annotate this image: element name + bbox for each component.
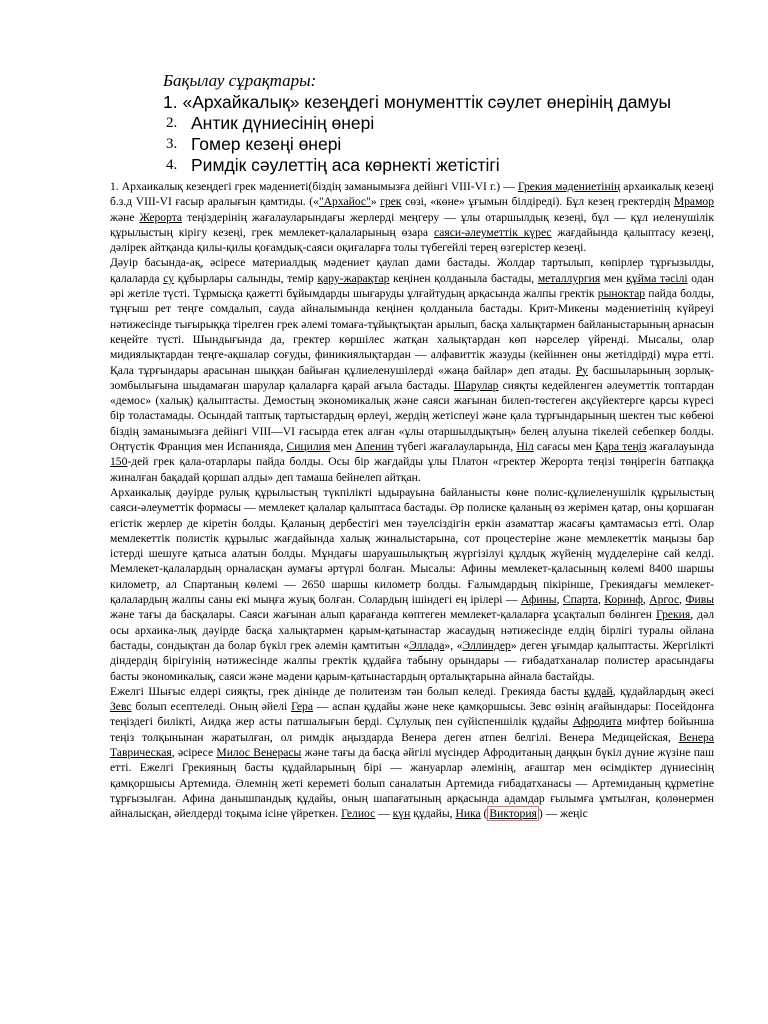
question-text: Гомер кезеңі өнері [191,134,342,154]
wiki-link[interactable]: күн [392,807,411,821]
question-text: Римдік сәулеттің аса көрнекті жетістігі [191,155,500,175]
text-run: жағалауында [646,440,715,454]
questions-title: Бақылау сұрақтары: [163,71,317,90]
wiki-link[interactable]: қару-жарақтар [317,271,390,285]
wiki-link[interactable]: Виктория [489,807,537,821]
wiki-link[interactable]: су [163,271,175,285]
question-number: 2. [166,115,178,131]
text-run: Дәуір басында-ақ, әсіресе материалдық мәдениет қаулап дами бастады. Жолдар тартылып, көпірлер тұрғызылды, қалаларда [110,256,714,285]
wiki-link[interactable]: Фивы [685,593,715,607]
question-1-text: «Архайкалық» кезеңдегі монументтік сәулет өнерінің дамуы [182,92,672,112]
text-run: басшыларының зорлық-зомбылығына шыдамаған шарулар қалаларға қарай ағыла бастады. [110,363,714,392]
wiki-link[interactable]: саяси-әлеуметтік күрес [433,225,552,239]
wiki-link[interactable]: Ру [575,363,589,377]
questions-list [110,113,714,176]
text-run: кеңінен қолданыла бастады, [389,271,538,285]
text-run: сияқты кедейленген әлеуметтік топтардан «демос» (халық) қалыптасты. Демостың экономикалық және саяси жағынан билеп-төстеген ақсүйектерге қарсы күресі бір толастамады. Осындай таптық тартыстардың өрлеуі, жердің жетіспеуі және қала тұрғындарының шектен тыс көбеюі біздің заманымызға дейінгі VIII—VI ғасырда етек алған «ұлы отаршылдықтың» белең алуына тікелей себепкер болды. Оңтүстік Франция мен Испанияда, [110,378,714,454]
text-run: 1. Архаикалық кезеңдегі грек мәдениеті(біздің заманымызға дейінгі VIII-VI г.) — [110,180,518,193]
wiki-link[interactable]: Эллиндер [462,638,511,652]
text-run: мен [600,271,627,285]
wiki-link[interactable]: Қара теңіз [595,440,647,454]
wiki-link[interactable]: Грекия мәдениетінің [517,180,621,193]
wiki-link[interactable]: Шарулар [453,378,499,392]
text-run: теңіздерінің жағалауларындағы жерлерді меңгеру — ұлы отаршылдық кезеңі, бұл — құл иеленушілік құрылыстың кірігу кезеңі, грек мемлекет-қалаларының өзара [110,210,714,239]
question-1 [110,92,714,113]
paragraph-city-states [110,485,714,684]
wiki-link[interactable]: Милос Венерасы [216,745,302,759]
wiki-link[interactable]: құйма тәсілі [626,271,688,285]
text-run: », « [444,638,463,652]
question-1-number: 1. [163,92,178,112]
wiki-link[interactable]: Мрамор [673,195,714,209]
wiki-link[interactable]: Гелиос [341,807,376,821]
wiki-link[interactable]: Грекия [656,608,691,622]
wiki-link[interactable]: Ника [455,807,481,821]
wiki-link[interactable]: грек [380,195,402,209]
text-run: құдайы, [410,807,456,821]
text-run: мифтер бойынша теңіз толқынынан жаратылған, ол римдік аңыздарда Венера деген атпен белгілі. Венера Медицейская, [110,715,714,744]
question-item [110,155,714,176]
text-run: сағасы мен [533,440,596,454]
text-run: , [679,593,686,607]
wiki-link[interactable]: Сицилия [286,440,331,454]
question-number: 3. [166,136,178,152]
wiki-link[interactable]: рыноктар [597,287,646,301]
paragraph-greek-gods [110,684,714,822]
wiki-link[interactable]: металлургия [537,271,601,285]
text-run: , құдайлардың әкесі [612,684,714,698]
wiki-link[interactable]: құдай [583,684,613,698]
paragraph-material-culture [110,255,714,484]
text-run: , әсіресе [171,745,217,759]
text-run: жағдайында қалыптасу кезеңі, дәлірек айтқанда қилы-қилы қоғамдық-саяси оқиғаларға толы түбегейлі терең өзгерістер кезеңі. [110,225,714,255]
document-page [110,70,714,821]
text-run: және [110,210,140,224]
text-run: — [375,807,393,821]
text-run: және тағы да басқа әйгілі мүсіндер Афродитаның даңқын бүкіл дүние жүзіне паш етті. Ежелгі Грекияның басты құдайларының бірі — жануарлар әлемінің, ағаштар мен өсімдіктер дүниесінің қамқоршысы Артемида. Әлемнің жеті кереметі болып саналатын Артемида ғибадатханасы — Артемиданың құрметіне тұрғызылған. Афина данышпандық құдайы, оның шапағатының арқасында адамдар ғылымға ұмтылған, қолөнермен айналысқан, әйелдерді тоқыма ісіне үйреткен. [110,745,715,821]
text-run: , [597,593,605,607]
article-body [110,179,714,821]
wiki-link[interactable]: Зевс [110,700,132,714]
text-run: ( [480,807,488,821]
wiki-link[interactable]: Аргос [649,593,680,607]
text-run: және тағы да басқалары. Саяси жағынан алып қарағанда көптеген мемлекет-қалаларға ұсақталып бөлінген [110,608,657,622]
wiki-link[interactable]: Афины [520,593,557,607]
wiki-link[interactable]: Апенин [355,440,394,454]
question-number: 4. [166,157,178,173]
text-run: архаикалық кезеңі б.з.д VIII-VI ғасыр аралығын қамтиды. (« [110,180,714,209]
text-run: сөзі, «көне» ұғымын білдіреді). Бұл кезең гректердің [401,195,674,209]
wiki-link[interactable]: Жерорта [139,210,183,224]
wiki-link[interactable]: Афродита [572,715,622,729]
question-text: Антик дүниесінің өнері [191,113,375,133]
wiki-link[interactable]: Эллада [409,638,445,652]
text-run: » деген ұғымдар қалыптасты. Жергілікті діндердің бірігуінің нәтижесінде жалпы гректік құдайға табыну орындары — ғибадатханалар полистер арасындағы басты экономикалық, саяси және мәдени қарым-қатынастардың орталықтарына айнала бастайды. [110,638,714,683]
text-run: мен [330,440,356,454]
wiki-link[interactable]: "Архайос" [318,195,371,209]
text-run: ) — жеңіс [538,807,588,821]
text-run: -дей грек қала-отарлары пайда болды. Осы бір жағдайды ұлы Платон «гректер Жерорта теңізі төңірегін батпаққа жиналған бақадай қоршап алды» деп тамаша бейнелеп айтқан. [110,455,714,484]
text-run: Ежелгі Шығыс елдері сияқты, грек дінінде де политеизм тән болып келеді. Грекияда басты [110,684,584,698]
wiki-link[interactable]: Ніл [516,440,534,454]
wiki-link[interactable]: Гера [291,700,313,714]
text-run: — аспан құдайы және неке қамқоршысы. Зевс өзінің ағайындары: Посейдонға теңіздегі билікті, Аидқа жер асты патшалығын берді. Сұлулық пен сүйіспеншілік құдайы [110,700,714,729]
text-run: болып есептеледі. Оның әйелі [131,700,292,714]
text-run: , [642,593,650,607]
wiki-link[interactable]: Коринф [604,593,643,607]
question-item [110,134,714,155]
text-run: одан әрі жетіле түсті. Тұрмысқа қажетті бұйымдарды шығаруды ұлғайтудың арқасында жалпы гректік [110,271,715,301]
text-run: пайда болды, тұңғыш рет теңге сомдалып, сауда айналымында кеңінен қолданыла бастады. Крит-Микены мәдениетінің күйреуі нәтижесінде тығырыққа тірелген грек әлемі томаға-тұйықтықтан арылып, басқа халықтармен байланыстарының арнасын кеңейте түсті. Шындығында да, гректер көршілес жатқан халықтардан көп нәрселер үйренді. Мысалы, олар мидиялықтардан теңге-ақшалар соғуды, финикиялықтардан — алфавиттік жазуды (кейіннен оны жетілдірді) мұра етті. Қала тұрғындары арасынан шыққан байыған құлиеленушілерді «жаңа байлар» деп атады. [110,287,714,377]
text-run: түбегі жағалауларында, [393,440,517,454]
paragraph-archaic-culture [110,179,714,255]
text-run: құбырлары салынды, темір [174,271,318,285]
wiki-link[interactable]: Спарта [562,593,598,607]
wiki-link[interactable]: 150 [110,455,128,469]
text-run: , [556,593,563,607]
wiki-link[interactable]: Венера Таврическая [110,730,714,759]
text-run: Архаикалық дәуірде рулық құрылыстың түкпілікті ыдырауына байланысты көне полис-құлиеленушілік құрылыстың саяси-әлеуметтік формасы — мемлекет қалалар қалыптаса бастады. Әр полиске қаланың өз жерімен қатар, оны қоршаған егістік жерлер де кіретін болды. Қаланың дербестігі мен тәуелсіздігін еркін азаматтар жасағы қамтамасыз етті. Олар мемлекеттік полистік құрылыс жағдайында халық жиналыстарына, сот процестеріне және мемлекеттік маңызы бар істерді шешуге қатыса алатын болды. Мұндағы шаруашылықтың жүргізілуі құлдық жүйенің мүдделеріне сай келді. Мемлекет-қалалардың орналасқан аумағы әртүрлі болған. Мысалы: Афины мемлекет-қаласының көлемі 8400 шаршы километр, ал Спартаның көлемі — 2650 шаршы километр болды. Ғалымдардың пікірінше, Грекиядағы мемлекет-қалалардың жалпы саны екі мыңға жуық болған. Солардың ішіндегі ең ірілері — [110,485,714,607]
text-run: » [370,195,381,209]
text-run: , дәл осы архаика-лық дәуірде басқа халықтармен қарым-қатынастар жасаудың нәтижесінде елдің бірлігі туралы ойлана бастады, сондықтан да болар бүкіл грек әлемін қамтитын « [110,608,714,652]
question-item [110,113,714,134]
